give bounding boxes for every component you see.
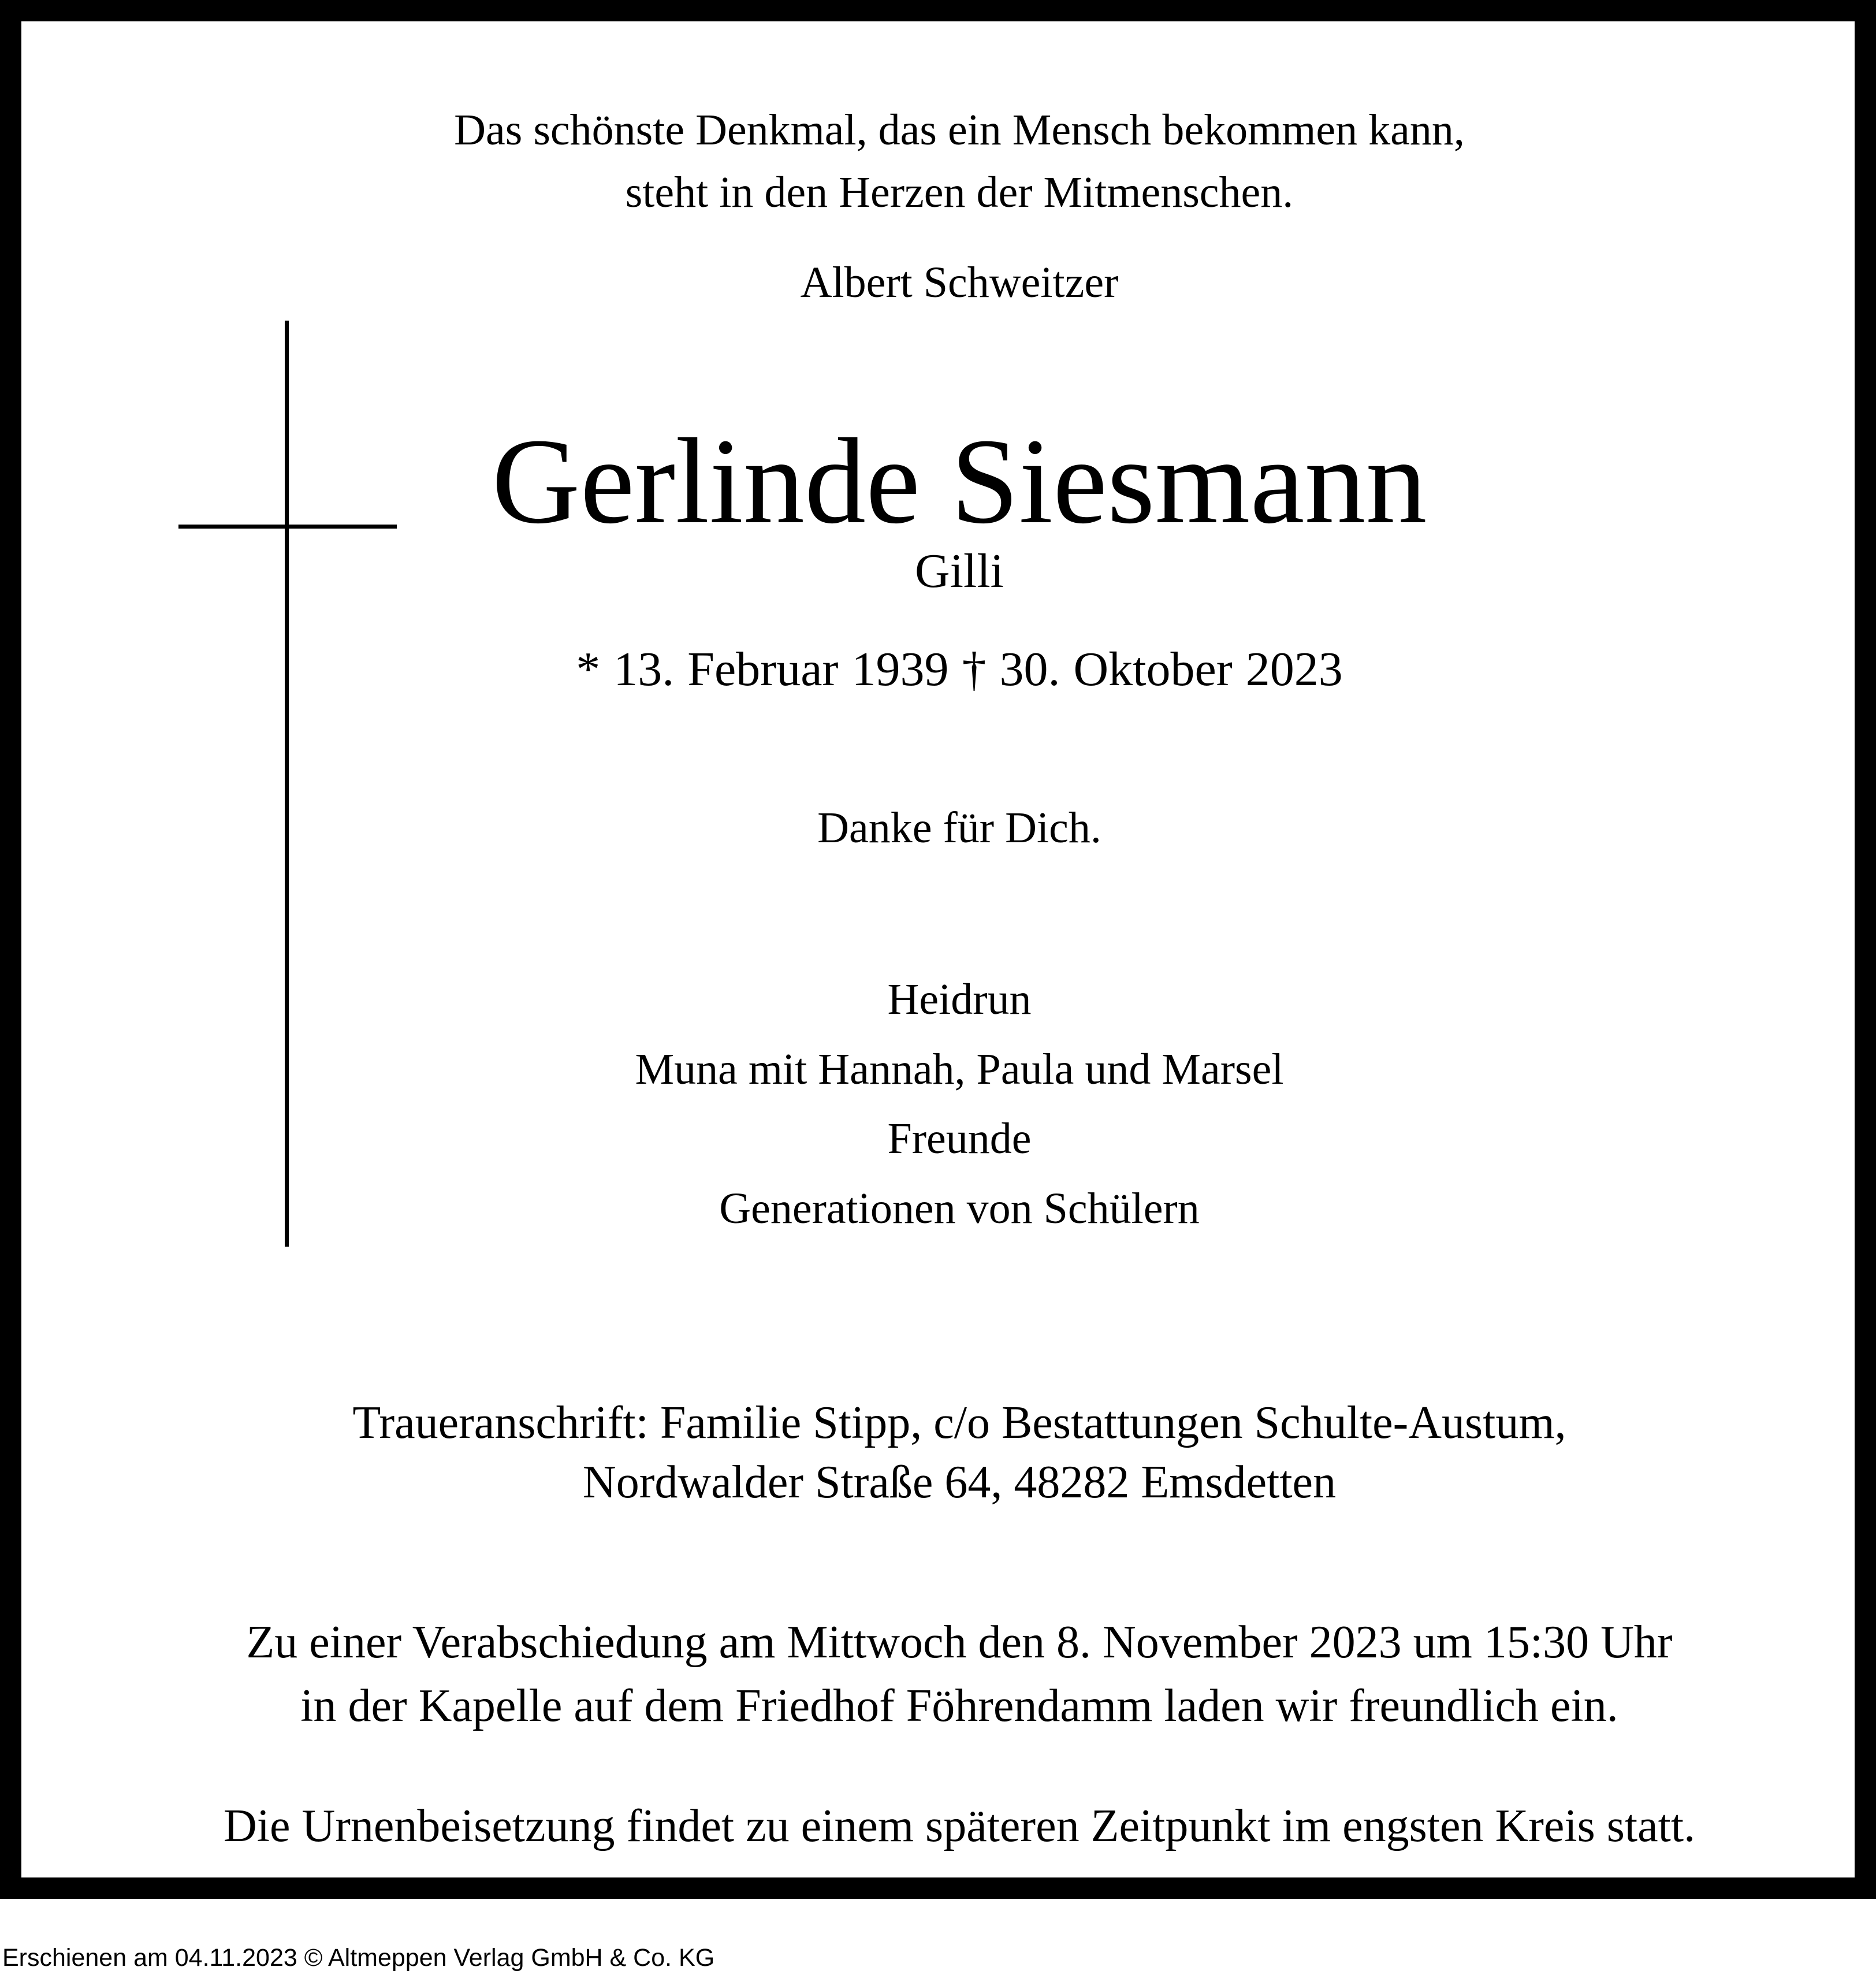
ceremony-line-2: in der Kapelle auf dem Friedhof Föhrendamm laden wir freundlich ein. — [300, 1680, 1618, 1731]
quote-line-2: steht in den Herzen der Mitmenschen. — [625, 168, 1294, 217]
deceased-nickname: Gilli — [914, 544, 1004, 598]
address-line-1: Traueranschrift: Familie Stipp, c/o Bestattungen Schulte-Austum, — [352, 1397, 1566, 1448]
quote-line-1: Das schönste Denkmal, das ein Mensch bekommen kann, — [454, 106, 1465, 154]
mourner-1: Heidrun — [887, 975, 1032, 1024]
thanks-line: Danke für Dich. — [817, 804, 1101, 852]
mourner-3: Freunde — [887, 1114, 1032, 1163]
publication-footer: Erschienen am 04.11.2023 © Altmeppen Verlag GmbH & Co. KG — [2, 1944, 715, 1972]
quote-author: Albert Schweitzer — [800, 258, 1119, 307]
address-line-2: Nordwalder Straße 64, 48282 Emsdetten — [582, 1457, 1337, 1508]
urn-burial-line: Die Urnenbeisetzung findet zu einem späteren Zeitpunkt im engsten Kreis statt. — [223, 1801, 1696, 1851]
ceremony-line-1: Zu einer Verabschiedung am Mittwoch den 8. November 2023 um 15:30 Uhr — [246, 1617, 1673, 1668]
life-dates: * 13. Februar 1939 † 30. Oktober 2023 — [576, 642, 1343, 696]
deceased-name: Gerlinde Siesmann — [492, 413, 1427, 549]
mourner-4: Generationen von Schülern — [719, 1184, 1200, 1233]
mourner-2: Muna mit Hannah, Paula und Marsel — [635, 1045, 1284, 1094]
